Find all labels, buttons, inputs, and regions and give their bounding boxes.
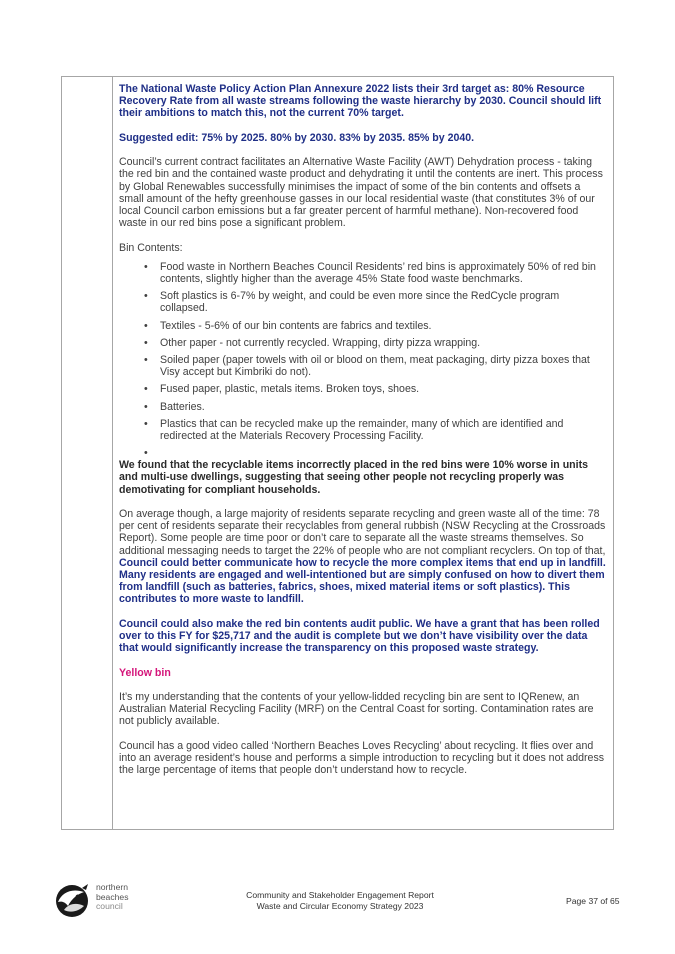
list-item: • Soiled paper (paper towels with oil or blood on them, meat packaging, dirty pizza boxes that Visy accept but Kimbriki do not). <box>119 354 607 378</box>
list-item: • Batteries. <box>119 401 607 413</box>
iqrenew-paragraph: It’s my understanding that the contents of your yellow-lidded recycling bin are sent to IQRenew, an Australian Material Recycling Facility (MRF) on the Central Coast for sorting. Contamination rates are not publicly available. <box>119 691 594 728</box>
communicate-recycling-text: Council could better communicate how to recycle the more complex items that end up in landfill. Many residents are engaged and well-intentioned but are simply confused on how to divert them from landfill (such as batteries, fabrics, shoes, mixed material items or soft plastics). This contributes to more waste to landfill. <box>119 556 606 606</box>
council-logo <box>52 882 147 918</box>
table-column-divider <box>112 77 113 829</box>
list-item-empty <box>119 447 607 459</box>
list-item: • Soft plastics is 6-7% by weight, and could be even more since the RedCycle program collapsed. <box>119 290 607 314</box>
content-table <box>61 76 614 830</box>
table-cell-response <box>119 83 607 776</box>
logo-line-northern: northern <box>96 882 129 892</box>
list-item: • Plastics that can be recycled make up the remainder, many of which are identified and redirected at the Materials Recovery Processing Facility. <box>119 418 607 442</box>
page-number: Page 37 of 65 <box>566 896 620 906</box>
bin-contents-heading: Bin Contents: <box>119 241 183 254</box>
bin-contents-list <box>119 261 607 459</box>
page-footer <box>0 882 675 922</box>
list-item: • Food waste in Northern Beaches Council Residents’ red bins is approximately 50% of red bin contents, slightly higher than the average 45% State food waste benchmarks. <box>119 261 607 285</box>
awt-paragraph: Council’s current contract facilitates an Alternative Waste Facility (AWT) Dehydration process - taking the red bin and the contained waste product and dehydrating it until the contents are inert. This process by Global Renewables successfully minimises the impact of some of the bin contents and offsets a small amount of the hefty greenhouse gasses in our local residential waste (that constitutes 3% of our local Council carbon emissions but a far greater percent of harmful methane). Non-recovered food waste in our red bins pose a significant problem. <box>119 156 603 230</box>
multi-use-dwellings-paragraph: We found that the recyclable items incorrectly placed in the red bins were 10% worse in units and multi-use dwellings, suggesting that seeing other people not recycling properly was demotivating for compliant households. <box>119 459 589 496</box>
list-item: • Other paper - not currently recycled. Wrapping, dirty pizza wrapping. <box>119 337 607 349</box>
average-residents-paragraph <box>119 508 607 606</box>
council-emblem-icon <box>52 882 94 918</box>
strategy-title: Waste and Circular Economy Strategy 2023 <box>256 900 424 911</box>
council-logo-text <box>96 883 129 912</box>
report-title: Community and Stakeholder Engagement Report <box>246 890 434 900</box>
average-residents-text: On average though, a large majority of residents separate recycling and green waste all of the time: 78 per cent of residents separate their recyclables from general rubbish (NSW Recycling at the Crossroads Report). Some people are time poor or don’t care to separate all the waste streams themselves. So additional messaging needs to target the 22% of people who are not compliant recyclers. On top of that, <box>119 508 606 557</box>
logo-line-beaches: beaches <box>96 891 129 902</box>
footer-title <box>230 890 450 911</box>
video-paragraph: Council has a good video called ‘Northern Beaches Loves Recycling’ about recycling. It flies over and into an average resident’s house and performs a simple introduction to recycling but it does not address the large percentage of items that people don’t understand how to recycle. <box>119 739 605 777</box>
target-paragraph: The National Waste Policy Action Plan Annexure 2022 lists their 3rd target as: 80% Resource Recovery Rate from all waste streams following the waste hierarchy by 2030. Council should lift their ambitions to match this, not the current 70% target. <box>119 83 602 120</box>
list-item: • Fused paper, plastic, metals items. Broken toys, shoes. <box>119 383 607 395</box>
yellow-bin-heading: Yellow bin <box>119 666 171 679</box>
audit-paragraph: Council could also make the red bin contents audit public. We have a grant that has been rolled over to this FY for $25,717 and the audit is complete but we don’t have visibility over the data that would significantly increase the transparency on this proposed waste strategy. <box>119 617 600 655</box>
suggested-edit: Suggested edit: 75% by 2025. 80% by 2030. 83% by 2035. 85% by 2040. <box>119 131 475 144</box>
logo-line-council: council <box>96 901 123 912</box>
list-item: • Textiles - 5-6% of our bin contents are fabrics and textiles. <box>119 320 607 332</box>
